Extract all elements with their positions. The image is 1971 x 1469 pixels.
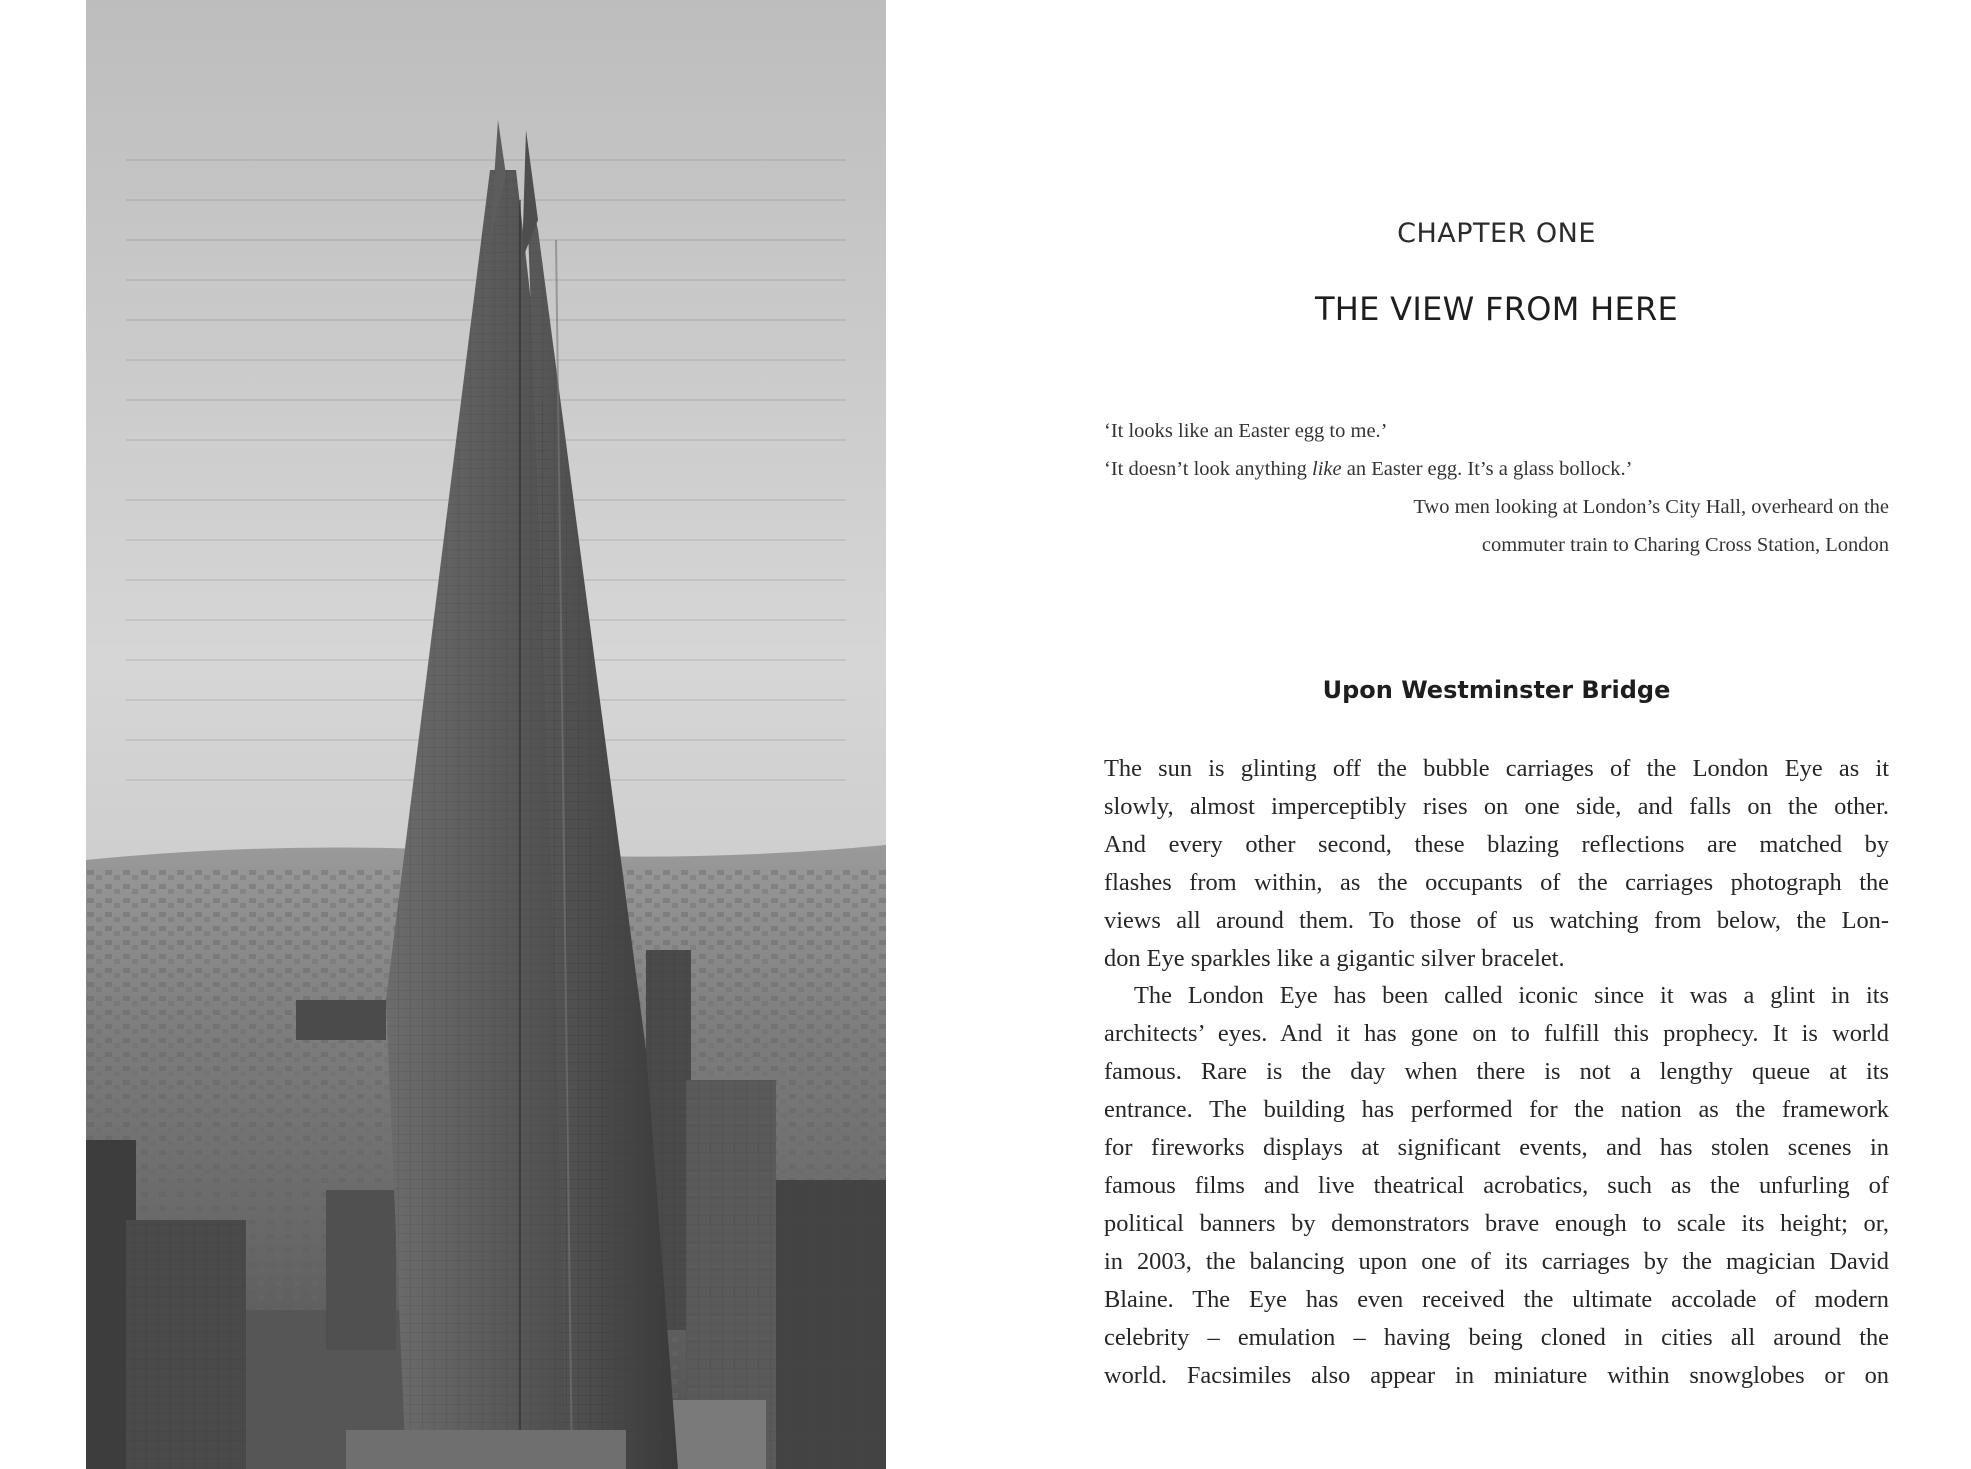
paragraph-1: [1104, 750, 1889, 977]
paragraph-line: The London Eye has been called iconic since it was a glint in its: [1134, 982, 1889, 1010]
paragraph-line: flashes from within, as the occupants of the carriages photograph the: [1104, 868, 1889, 896]
paragraph-line: architects’ eyes. And it has gone on to fulfill this prophecy. It is world: [1104, 1020, 1889, 1048]
paragraph-line: And every other second, these blazing reflections are matched by: [1104, 830, 1889, 858]
epigraph-quote-2: [1104, 450, 1889, 488]
section-title: Upon Westminster Bridge: [1322, 676, 1671, 704]
text-page: [1104, 0, 1889, 1469]
paragraph-line: world. Facsimiles also appear in miniature within snowglobes or on: [1104, 1361, 1889, 1389]
epigraph-attribution-2: commuter train to Charing Cross Station, London: [1481, 534, 1889, 556]
paragraph-line: in 2003, the balancing upon one of its carriages by the magician David: [1104, 1247, 1889, 1275]
paragraph-line: entrance. The building has performed for the nation as the framework: [1104, 1096, 1889, 1124]
epigraph: [1104, 412, 1889, 564]
chapter-label: CHAPTER ONE: [1397, 218, 1596, 249]
paragraph-line: for fireworks displays at significant events, and has stolen scenes in: [1104, 1134, 1889, 1162]
paragraph-line: views all around them. To those of us watching from below, the Lon-: [1104, 906, 1889, 934]
epigraph-quote-2-start: ‘It doesn’t look anything: [1104, 458, 1313, 480]
epigraph-quote-2-emphasis: like: [1312, 458, 1342, 480]
chapter-title: THE VIEW FROM HERE: [1314, 290, 1679, 328]
paragraph-line: famous. Rare is the day when there is not a lengthy queue at its: [1104, 1058, 1889, 1086]
shard-photo: [86, 0, 886, 1469]
epigraph-quote-1: ‘It looks like an Easter egg to me.’: [1104, 420, 1388, 442]
paragraph-line: famous films and live theatrical acrobatics, such as the unfurling of: [1104, 1171, 1889, 1199]
paragraph-line: slowly, almost imperceptibly rises on one side, and falls on the other.: [1104, 792, 1889, 820]
paragraph-line: don Eye sparkles like a gigantic silver bracelet.: [1104, 944, 1565, 972]
epigraph-attribution-1: Two men looking at London’s City Hall, overheard on the: [1413, 496, 1889, 518]
shard-photo-illustration: [86, 0, 886, 1469]
paragraph-line: The sun is glinting off the bubble carriages of the London Eye as it: [1104, 755, 1889, 782]
paragraph-2: [1104, 977, 1889, 1394]
body-text: [1104, 750, 1889, 1394]
paragraph-line: celebrity – emulation – having being cloned in cities all around the: [1104, 1323, 1889, 1351]
paragraph-line: political banners by demonstrators brave enough to scale its height; or,: [1104, 1209, 1889, 1237]
paragraph-line: Blaine. The Eye has even received the ultimate accolade of modern: [1104, 1285, 1889, 1313]
epigraph-quote-2-end: an Easter egg. It’s a glass bollock.’: [1341, 458, 1633, 480]
